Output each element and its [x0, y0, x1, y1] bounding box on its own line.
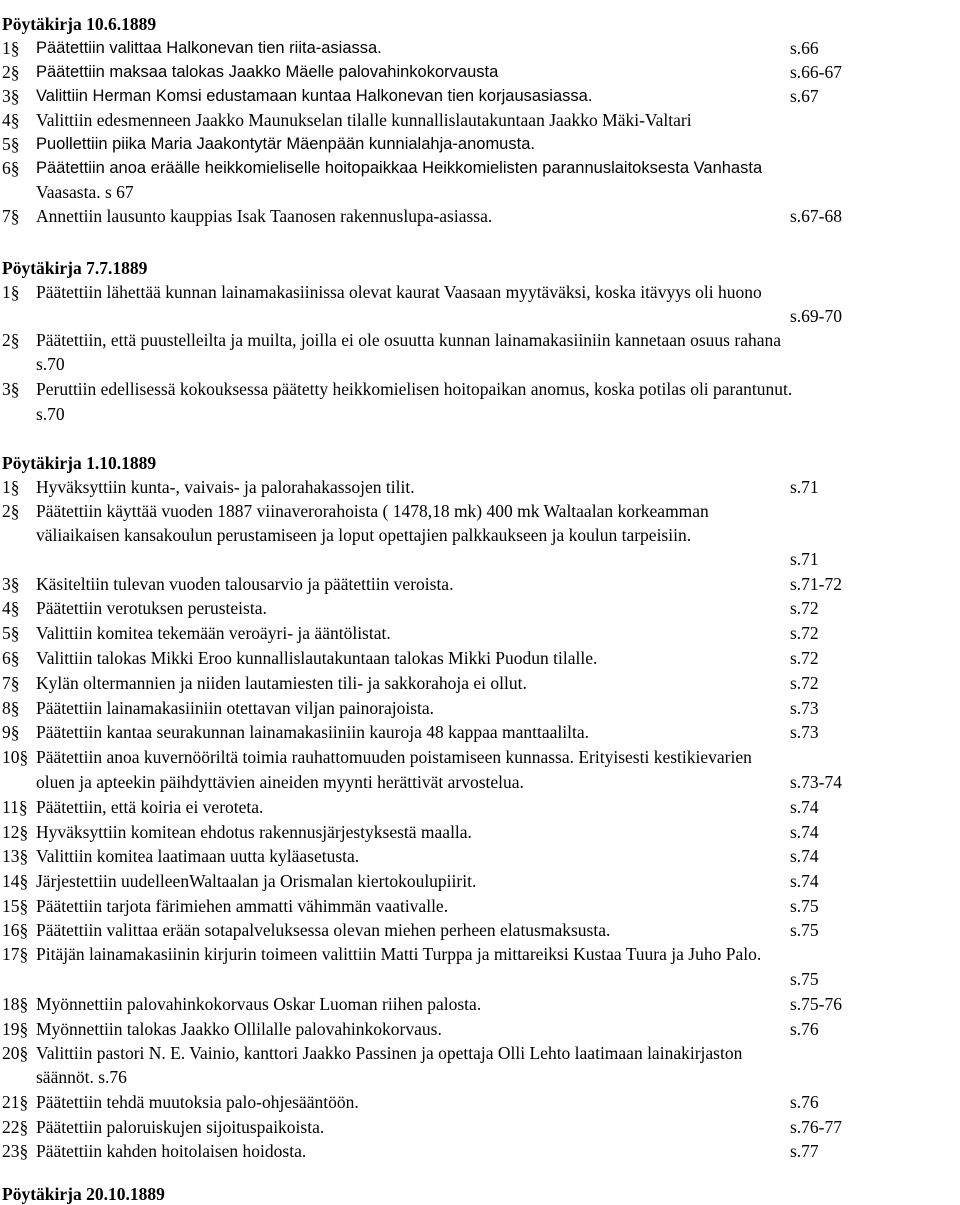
item-number: 23§: [2, 1141, 29, 1161]
section-heading: Pöytäkirja 1.10.1889: [2, 453, 157, 473]
item-number: 11§: [2, 797, 28, 817]
page-reference: s.73: [790, 722, 819, 742]
item-number: 10§: [2, 747, 29, 767]
page-reference: s.72: [790, 598, 819, 618]
item-text: Päätettiin anoa kuvernööriltä toimia rauhattomuuden poistamiseen kunnassa. Erityisesti kestikievarien: [36, 747, 752, 767]
page-reference: s.71: [790, 477, 819, 497]
item-text: Päätettiin, että puustelleilta ja muilta, joilla ei ole osuutta kunnan lainamakasiiniin kannetaan osuus rahana: [36, 330, 781, 350]
item-number: 2§: [2, 330, 20, 350]
item-text-continuation: säännöt. s.76: [36, 1067, 127, 1087]
item-number: 7§: [2, 206, 20, 226]
item-number: 1§: [2, 38, 20, 58]
item-number: 3§: [2, 574, 20, 594]
page-reference: s.76-77: [790, 1117, 843, 1137]
item-number: 2§: [2, 62, 20, 82]
item-text-continuation: oluen ja apteekin päihdyttävien aineiden myynti herättivät arvostelua.: [36, 772, 524, 792]
page-reference: s.66: [790, 38, 819, 58]
item-number: 21§: [2, 1092, 29, 1112]
page-reference: s.74: [790, 846, 819, 866]
item-number: 2§: [2, 501, 20, 521]
item-text: Päätettiin tarjota färimiehen ammatti vähimmän vaativalle.: [36, 896, 449, 916]
page-reference: s.76: [790, 1019, 819, 1039]
item-text: Päätettiin kahden hoitolaisen hoidosta.: [36, 1141, 307, 1161]
item-number: 12§: [2, 822, 29, 842]
item-text: Myönnettiin talokas Jaakko Ollilalle palovahinkokorvaus.: [36, 1019, 442, 1039]
section-heading: Pöytäkirja 20.10.1889: [2, 1184, 165, 1204]
item-text: Järjestettiin uudelleenWaltaalan ja Orismalan kiertokoulupiirit.: [36, 871, 477, 891]
item-text: Valittiin pastori N. E. Vainio, kanttori Jaakko Passinen ja opettaja Olli Lehto laatimaan lainakirjaston: [36, 1043, 743, 1063]
item-number: 1§: [2, 282, 20, 302]
item-text: Myönnettiin palovahinkokorvaus Oskar Luoman riihen palosta.: [36, 994, 482, 1014]
item-number: 7§: [2, 673, 20, 693]
page-reference: s.75: [790, 920, 819, 940]
item-number: 15§: [2, 896, 29, 916]
item-text: Käsiteltiin tulevan vuoden talousarvio ja päätettiin veroista.: [36, 574, 454, 594]
page-reference: s.75-76: [790, 994, 843, 1014]
page-reference: s.74: [790, 797, 819, 817]
item-text: Päätettiin maksaa talokas Jaakko Mäelle palovahinkokorvausta: [36, 63, 499, 81]
item-text: Annettiin lausunto kauppias Isak Taanosen rakennuslupa-asiassa.: [36, 206, 493, 226]
item-text: Hyväksyttiin komitean ehdotus rakennusjärjestyksestä maalla.: [36, 822, 472, 842]
item-number: 14§: [2, 871, 29, 891]
page-reference: s.75: [790, 969, 819, 989]
page-reference: s.71: [790, 549, 819, 569]
item-number: 16§: [2, 920, 29, 940]
item-text: Päätettiin anoa eräälle heikkomieliselle hoitopaikkaa Heikkomielisten parannuslaitoksesta Vanhasta: [36, 159, 763, 177]
page-reference: s.76: [790, 1092, 819, 1112]
item-text: Päätettiin käyttää vuoden 1887 viinaverorahoista ( 1478,18 mk) 400 mk Waltaalan korkeamman: [36, 501, 709, 521]
page-reference: s.73-74: [790, 772, 843, 792]
item-text: Päätettiin paloruiskujen sijoituspaikoista.: [36, 1117, 325, 1137]
item-number: 8§: [2, 698, 20, 718]
item-text: Valittiin talokas Mikki Eroo kunnallislautakuntaan talokas Mikki Puodun tilalle.: [36, 648, 598, 668]
item-number: 3§: [2, 86, 20, 106]
item-text: Puollettiin piika Maria Jaakontytär Mäenpään kunnialahja-anomusta.: [36, 135, 535, 153]
page-reference: s.72: [790, 648, 819, 668]
item-number: 17§: [2, 944, 29, 964]
section-heading: Pöytäkirja 10.6.1889: [2, 14, 157, 34]
section-heading: Pöytäkirja 7.7.1889: [2, 258, 148, 278]
page-reference: s.73: [790, 698, 819, 718]
item-text: Päätettiin tehdä muutoksia palo-ohjesääntöön.: [36, 1092, 359, 1112]
item-number: 6§: [2, 648, 20, 668]
item-text: Päätettiin valittaa Halkonevan tien riita-asiassa.: [36, 39, 382, 57]
item-number: 4§: [2, 598, 20, 618]
page-reference: s.67-68: [790, 206, 843, 226]
item-text: Valittiin Herman Komsi edustamaan kuntaa Halkonevan tien korjausasiassa.: [36, 87, 593, 105]
item-text: Päätettiin kantaa seurakunnan lainamakasiiniin kauroja 48 kappaa manttaalilta.: [36, 722, 589, 742]
item-number: 5§: [2, 623, 20, 643]
item-text: Valittiin edesmenneen Jaakko Maunukselan tilalle kunnallislautakuntaan Jaakko Mäki-Valtari: [36, 110, 692, 130]
item-number: 6§: [2, 158, 20, 178]
item-text: Päätettiin lainamakasiiniin otettavan viljan painorajoista.: [36, 698, 435, 718]
page-reference: s.72: [790, 623, 819, 643]
page-reference: s.72: [790, 673, 819, 693]
item-text: Päätettiin valittaa erään sotapalveluksessa olevan miehen perheen elatusmaksusta.: [36, 920, 611, 940]
item-text: Valittiin komitea laatimaan uutta kyläasetusta.: [36, 846, 360, 866]
item-number: 5§: [2, 134, 20, 154]
item-text: Päätettiin, että koiria ei veroteta.: [36, 797, 264, 817]
item-text: Pitäjän lainamakasiinin kirjurin toimeen valittiin Matti Turppa ja mittareiksi Kustaa Tuura ja Juho Palo.: [36, 944, 762, 964]
item-number: 1§: [2, 477, 20, 497]
item-text: Valittiin komitea tekemään veroäyri- ja ääntölistat.: [36, 623, 391, 643]
item-text: Päätettiin verotuksen perusteista.: [36, 598, 267, 618]
page-reference: s.66-67: [790, 62, 843, 82]
page-reference: s.67: [790, 86, 819, 106]
item-text: Kylän oltermannien ja niiden lautamiesten tili- ja sakkorahoja ei ollut.: [36, 673, 527, 693]
item-number: 20§: [2, 1043, 29, 1063]
page-reference: s.69-70: [790, 306, 843, 326]
item-text-continuation: Vaasasta. s 67: [36, 182, 134, 202]
item-number: 13§: [2, 846, 29, 866]
page-reference: s.70: [36, 354, 65, 374]
page-reference: s.71-72: [790, 574, 843, 594]
item-text-continuation: väliaikaisen kansakoulun perustamiseen ja loput opettajien palkkaukseen ja koulun tarpeisiin.: [36, 525, 692, 545]
item-number: 3§: [2, 379, 20, 399]
item-text: Päätettiin lähettää kunnan lainamakasiinissa olevat kaurat Vaasaan myytäväksi, koska itävyys oli huono: [36, 282, 762, 302]
page-reference: s.74: [790, 871, 819, 891]
item-number: 9§: [2, 722, 20, 742]
page-reference: s.70: [36, 404, 65, 424]
item-text: Peruttiin edellisessä kokouksessa päätetty heikkomielisen hoitopaikan anomus, koska potilas oli parantunut.: [36, 379, 793, 399]
item-text: Hyväksyttiin kunta-, vaivais- ja palorahakassojen tilit.: [36, 477, 415, 497]
item-number: 22§: [2, 1117, 29, 1137]
page-reference: s.75: [790, 896, 819, 916]
item-number: 19§: [2, 1019, 29, 1039]
page-reference: s.74: [790, 822, 819, 842]
item-number: 18§: [2, 994, 29, 1014]
item-number: 4§: [2, 110, 20, 130]
page-reference: s.77: [790, 1141, 819, 1161]
